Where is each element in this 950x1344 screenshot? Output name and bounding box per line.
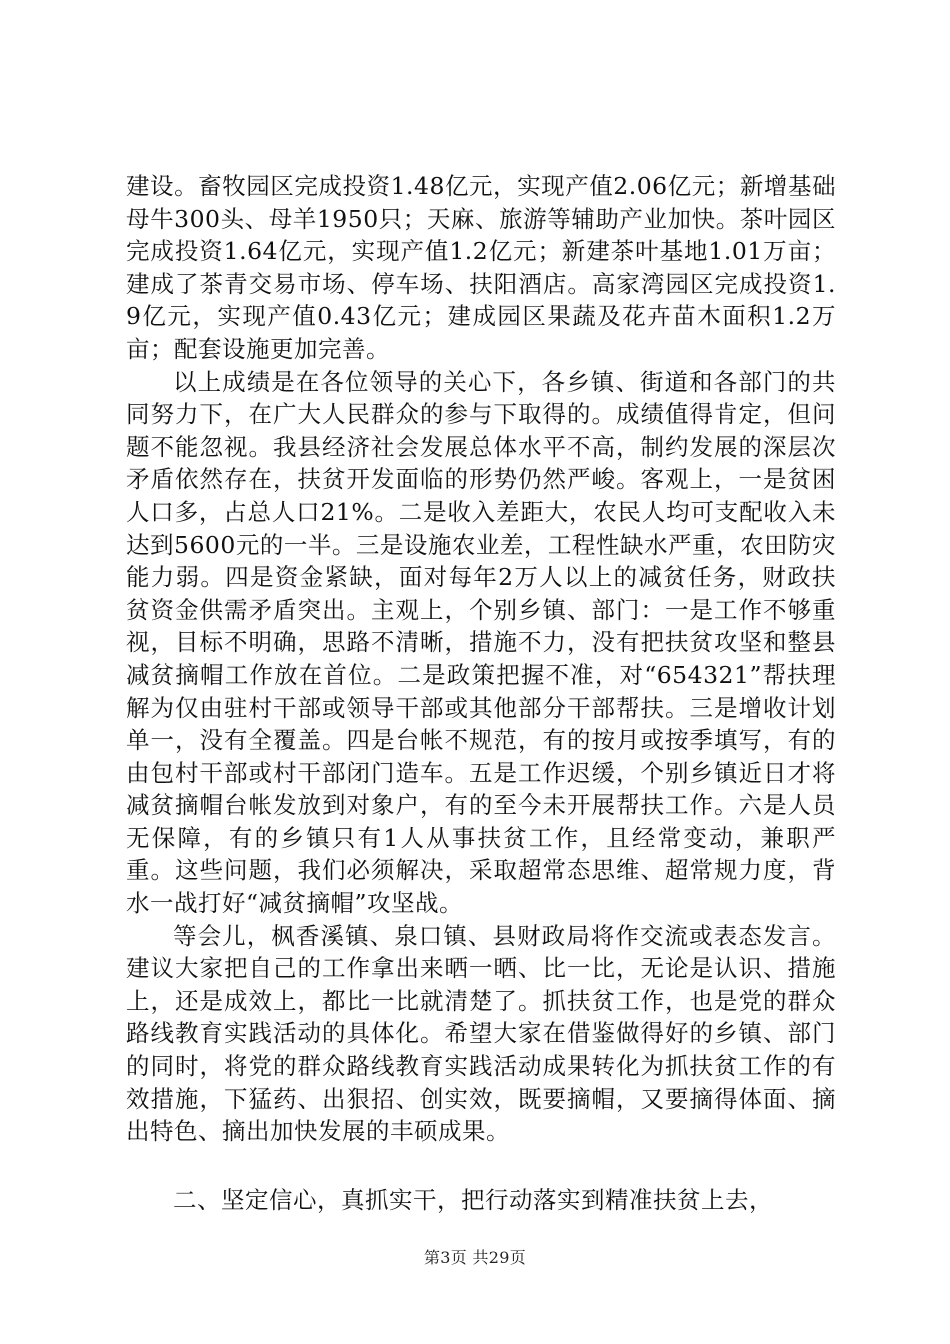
paragraph-park-results: 建设。畜牧园区完成投资1.48亿元，实现产值2.06亿元；新增基础母牛300头、母羊1950只；天麻、旅游等辅助产业加快。茶叶园区完成投资1.64亿元，实现产值1.2亿元；新建茶叶基地1.01万亩；建成了茶青交易市场、停车场、扶阳酒店。高家湾园区完成投资1.9亿元，实现产值0.43亿元；建成园区果蔬及花卉苗木面积1.2万亩；配套设施更加完善。 (126, 172, 836, 363)
page-footer: 第3页 共29页 (423, 1248, 527, 1267)
document-body (126, 170, 836, 1216)
paragraph-problems: 以上成绩是在各位领导的关心下，各乡镇、街道和各部门的共同努力下，在广大人民群众的参与下取得的。成绩值得肯定，但问题不能忽视。我县经济社会发展总体水平不高，制约发展的深层次矛盾依然存在，扶贫开发面临的形势仍然严峻。客观上，一是贫困人口多，占总人口21%。二是收入差距大，农民人均可支配收入未达到5600元的一半。三是设施农业差，工程性缺水严重，农田防灾能力弱。四是资金紧缺，面对每年2万人以上的减贫任务，财政扶贫资金供需矛盾突出。主观上，个别乡镇、部门：一是工作不够重视，目标不明确，思路不清晰，措施不力，没有把扶贫攻坚和整县减贫摘帽工作放在首位。二是政策把握不准，对“654321”帮扶理解为仅由驻村干部或领导干部或其他部分干部帮扶。三是增收计划单一，没有全覆盖。四是台帐不规范，有的按月或按季填写，有的由包村干部或村干部闭门造车。五是工作迟缓，个别乡镇近日才将减贫摘帽台帐发放到对象户，有的至今未开展帮扶工作。六是人员无保障，有的乡镇只有1人从事扶贫工作，且经常变动，兼职严重。这些问题，我们必须解决，采取超常态思维、超常规力度，背水一战打好“减贫摘帽”攻坚战。 (126, 367, 836, 918)
paragraph-exchange: 等会儿，枫香溪镇、泉口镇、县财政局将作交流或表态发言。建议大家把自己的工作拿出来晒一晒、比一比，无论是认识、措施上，还是成效上，都比一比就清楚了。抓扶贫工作，也是党的群众路线教育实践活动的具体化。希望大家在借鉴做得好的乡镇、部门的同时，将党的群众路线教育实践活动成果转化为抓扶贫工作的有效措施，下猛药、出狠招、创实效，既要摘帽，又要摘得体面、摘出特色、摘出加快发展的丰硕成果。 (126, 921, 836, 1146)
section-heading: 二、坚定信心，真抓实干，把行动落实到精准扶贫上去， (173, 1185, 773, 1214)
